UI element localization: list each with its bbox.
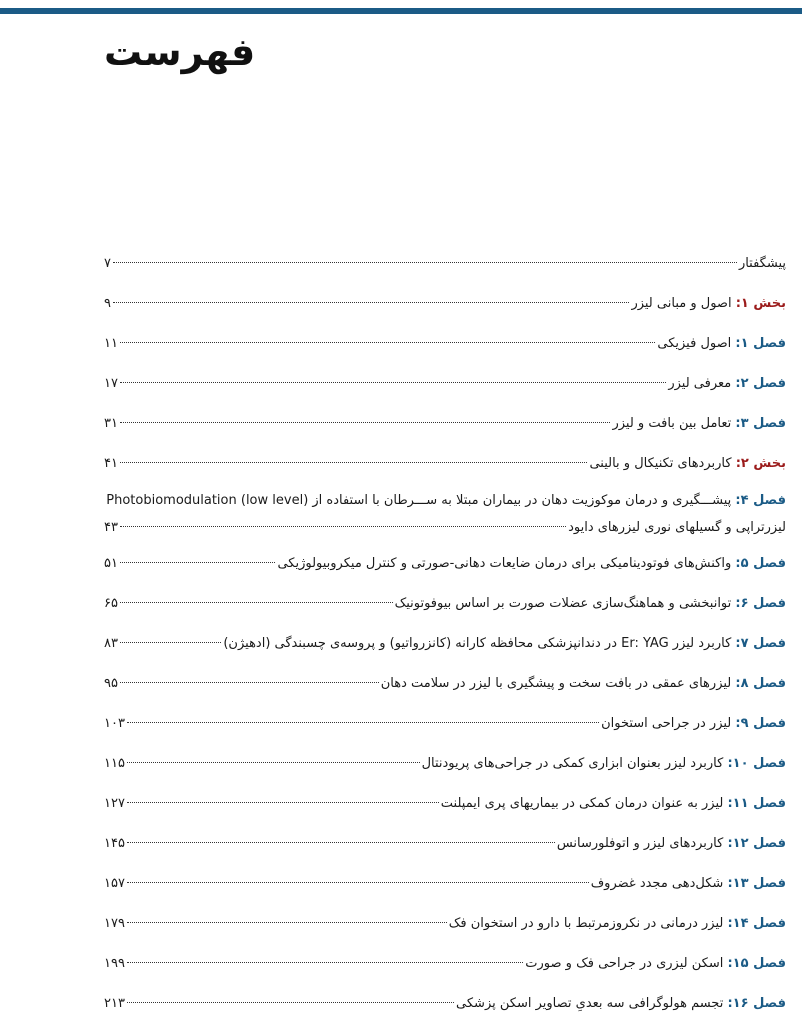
- toc-entry-title: کاربرد لیزر بعنوان ابزاری کمکی در جراحی‌های پریودنتال: [421, 756, 724, 771]
- toc-entry-title: واکنش‌های فوتودینامیکی برای درمان ضایعات دهانی-صورتی و کنترل میکروبیولوژیکی: [277, 556, 732, 571]
- chapter-prefix: فصل ۳:: [735, 416, 786, 431]
- toc-page-number: ۱۲۷: [104, 796, 125, 811]
- leader-dots: [127, 842, 555, 843]
- chapter-prefix: فصل ۱۵:: [727, 956, 786, 971]
- toc-entry-title: کاربرد لیزر Er: YAG در دندانپزشکی محافظه کارانه (کانزرواتیو) و پروسه‌ی چسبندگی (ادهیژن): [223, 636, 732, 651]
- toc-entry-label: [601, 704, 786, 744]
- toc-entry-title: پیشـــگیری و درمان موکوزیت دهان در بیماران مبتلا به ســـرطان با استفاده از (Photobiomodulation (low level: [106, 493, 732, 508]
- toc-entry-part-1[interactable]: [104, 284, 786, 324]
- toc-entry-chapter-11[interactable]: [104, 784, 786, 824]
- toc-entry-label: [381, 664, 786, 704]
- toc-entry-chapter-5[interactable]: [104, 544, 786, 584]
- toc-entry-label: [739, 244, 786, 284]
- toc-page-number: ۸۳: [104, 636, 118, 651]
- toc-entry-label: [668, 364, 786, 404]
- toc-page-number: ۹: [104, 296, 111, 311]
- toc-entry-title: توانبخشی و هماهنگ‌سازی عضلات صورت بر اساس بیوفوتونیک: [394, 596, 732, 611]
- toc-entry-title: پیشگفتار: [738, 256, 786, 271]
- leader-dots: [127, 1002, 454, 1003]
- leader-dots: [120, 422, 611, 423]
- toc-page-number: ۱۱۵: [104, 756, 125, 771]
- leader-dots: [120, 382, 666, 383]
- toc-page-number: ۱۷۹: [104, 916, 125, 931]
- toc-entry-label: [525, 944, 786, 984]
- toc-entry-chapter-4[interactable]: [104, 484, 786, 544]
- toc-entry-title: اصول فیزیکی: [657, 336, 732, 351]
- toc-entry-title: کاربردهای لیزر و اتوفلورسانس: [556, 836, 724, 851]
- toc-entry-label: [657, 324, 786, 364]
- toc-page-number: ۱۹۹: [104, 956, 125, 971]
- toc-entry-chapter-7[interactable]: [104, 624, 786, 664]
- toc-page-number: ۱۵۷: [104, 876, 125, 891]
- toc-page-number: ۶۵: [104, 596, 118, 611]
- toc-entry-label: [589, 444, 786, 484]
- leader-dots: [127, 882, 589, 883]
- toc-entry-title: تجسم هولوگرافی سه بعدیِ تصاویر اسکن پزشکی: [456, 996, 724, 1011]
- toc-entry-chapter-8[interactable]: [104, 664, 786, 704]
- leader-dots: [120, 642, 221, 643]
- toc-entry-title: معرفی لیزر: [668, 376, 732, 391]
- toc-entry-title: لیزر در جراحی استخوان: [601, 716, 732, 731]
- toc-entry-continuation: [104, 514, 786, 541]
- leader-dots: [127, 762, 420, 763]
- leader-dots: [113, 302, 629, 303]
- toc-entry-title: لیزر به عنوان درمان کمکی در بیماریهای پری ایمپلنت: [440, 796, 724, 811]
- toc-entry-label: [557, 824, 786, 864]
- toc-entry-label: [441, 784, 786, 824]
- toc-entry-part-2[interactable]: [104, 444, 786, 484]
- leader-dots: [127, 802, 439, 803]
- toc-entry-label: [631, 284, 786, 324]
- toc-entry-chapter-15[interactable]: [104, 944, 786, 984]
- leader-dots: [120, 682, 379, 683]
- toc-page-number: ۹۵: [104, 676, 118, 691]
- toc-entry-title: اسکن لیزری در جراحی فک و صورت: [525, 956, 724, 971]
- toc-entry-label: [591, 864, 786, 904]
- toc-entry-chapter-2[interactable]: [104, 364, 786, 404]
- page-title: فهرست: [104, 30, 256, 74]
- chapter-prefix: فصل ۱۰:: [727, 756, 786, 771]
- leader-dots: [127, 962, 523, 963]
- chapter-prefix: فصل ۶:: [735, 596, 786, 611]
- toc-page-number: ۱۱: [104, 336, 118, 351]
- part-prefix: بخش ۲:: [735, 456, 786, 471]
- top-accent-bar: [0, 8, 802, 14]
- chapter-prefix: فصل ۱۴:: [727, 916, 786, 931]
- toc-entry-title: لیزرهای عمقی در بافت سخت و پیشگیری با لیزر در سلامت دهان: [380, 676, 732, 691]
- leader-dots: [120, 526, 566, 527]
- toc-page-number: ۵۱: [104, 556, 118, 571]
- toc-entry-label: [395, 584, 786, 624]
- toc-entry-label: [449, 904, 786, 944]
- toc-page-number: ۱۴۵: [104, 836, 125, 851]
- toc-entry-chapter-13[interactable]: [104, 864, 786, 904]
- leader-dots: [120, 602, 393, 603]
- toc-entry-preface[interactable]: [104, 244, 786, 284]
- chapter-prefix: فصل ۵:: [735, 556, 786, 571]
- toc-entry-title: تعامل بین بافت و لیزر: [612, 416, 732, 431]
- leader-dots: [120, 342, 655, 343]
- toc-page-number: ۴۱: [104, 456, 118, 471]
- leader-dots: [120, 462, 587, 463]
- toc-page-number: ۷: [104, 256, 111, 271]
- toc-page-number: ۱۰۳: [104, 716, 125, 731]
- toc-entry-chapter-1[interactable]: [104, 324, 786, 364]
- chapter-prefix: فصل ۹:: [735, 716, 786, 731]
- toc-entry-label: [456, 984, 786, 1024]
- chapter-prefix: فصل ۱۳:: [727, 876, 786, 891]
- toc-entry-chapter-3[interactable]: [104, 404, 786, 444]
- chapter-prefix: فصل ۱:: [735, 336, 786, 351]
- toc-entry-label: [104, 487, 786, 514]
- toc-entry-title-line2: لیزرتراپی و گسیلهای نوری لیزرهای دایود: [568, 520, 786, 535]
- chapter-prefix: فصل ۴:: [735, 493, 786, 508]
- chapter-prefix: فصل ۷:: [735, 636, 786, 651]
- chapter-prefix: فصل ۸:: [735, 676, 786, 691]
- toc-page-number: ۴۳: [104, 520, 118, 535]
- part-prefix: بخش ۱:: [735, 296, 786, 311]
- leader-dots: [120, 562, 275, 563]
- toc-entry-chapter-10[interactable]: [104, 744, 786, 784]
- toc-entry-chapter-14[interactable]: [104, 904, 786, 944]
- toc-entry-chapter-9[interactable]: [104, 704, 786, 744]
- toc-entry-label: [223, 624, 786, 664]
- leader-dots: [127, 722, 599, 723]
- chapter-prefix: فصل ۱۶:: [727, 996, 786, 1011]
- leader-dots: [127, 922, 447, 923]
- toc-entry-title: لیزر درمانی در نکروزمرتبط با دارو در استخوان فک: [448, 916, 724, 931]
- toc-page-number: ۲۱۳: [104, 996, 125, 1011]
- leader-dots: [113, 262, 737, 263]
- toc-entry-chapter-6[interactable]: [104, 584, 786, 624]
- toc-entry-title: کاربردهای تکنیکال و بالینی: [589, 456, 732, 471]
- toc-entry-label: [422, 744, 786, 784]
- toc-page-number: ۳۱: [104, 416, 118, 431]
- chapter-prefix: فصل ۱۱:: [727, 796, 786, 811]
- toc-entry-label: [277, 544, 786, 584]
- toc-entry-title: اصول و مبانی لیزر: [631, 296, 732, 311]
- toc-entry-chapter-16[interactable]: [104, 984, 786, 1024]
- toc-entry-label: [612, 404, 786, 444]
- toc-entry-title: شکل‌دهی مجدد غضروف: [590, 876, 724, 891]
- table-of-contents: [104, 244, 786, 1024]
- toc-entry-chapter-12[interactable]: [104, 824, 786, 864]
- chapter-prefix: فصل ۱۲:: [727, 836, 786, 851]
- toc-page-number: ۱۷: [104, 376, 118, 391]
- chapter-prefix: فصل ۲:: [735, 376, 786, 391]
